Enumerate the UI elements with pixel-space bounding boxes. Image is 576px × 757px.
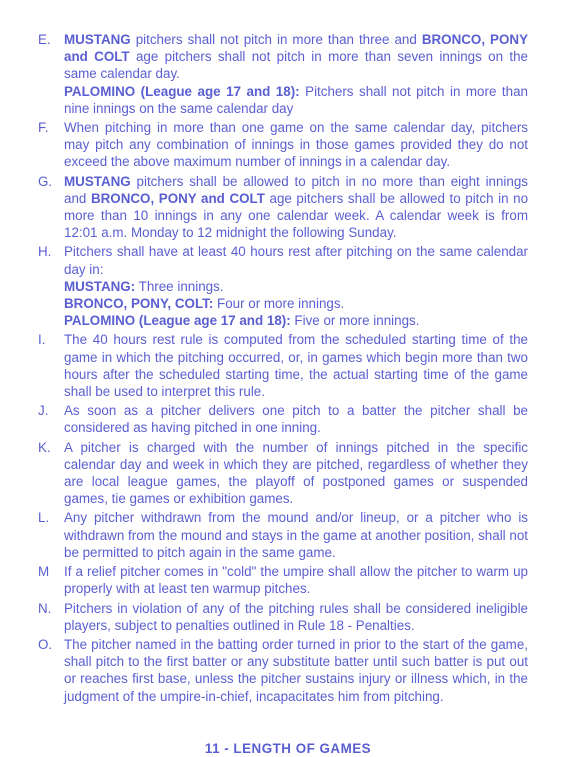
- rule-letter: G.: [38, 173, 53, 189]
- rule-text: Pitchers in violation of any of the pitching rules shall be considered ineligible players, subject to penalties outlined in Rule 18 - Penalties.: [64, 600, 528, 633]
- rule-body: [64, 439, 528, 508]
- rule-paragraph: [64, 636, 528, 705]
- rule-text: If a relief pitcher comes in "cold" the umpire shall allow the pitcher to warm up properly with at least ten warmup pitches.: [64, 564, 528, 597]
- rule-text: When pitching in more than one game on the same calendar day, pitchers may pitch any combination of innings in those games provided they do not exceed the above maximum number of innings in a calendar day.: [64, 120, 528, 170]
- rule-paragraph: [64, 312, 528, 329]
- rule-letter: E.: [38, 32, 51, 47]
- pitching-rules-list: [38, 31, 528, 705]
- rule-item: [38, 563, 528, 597]
- rule-letter: I.: [38, 332, 46, 348]
- rule-body: [64, 119, 528, 171]
- rule-item: [38, 600, 528, 634]
- rule-item: [38, 119, 528, 171]
- rule-emphasis: MUSTANG:: [64, 278, 136, 294]
- rule-letter: O.: [38, 636, 53, 652]
- rule-item: [38, 173, 528, 242]
- rule-emphasis: BRONCO, PONY and COLT: [64, 32, 529, 65]
- rule-emphasis: BRONCO, PONY and COLT: [90, 190, 265, 206]
- rule-text: A pitcher is charged with the number of innings pitched in the specific calendar day and week in which they are pitched, regardless of whether they are local league games, the playoff of postponed games or suspended games, tie games or exhibition games.: [64, 439, 528, 507]
- rule-text: As soon as a pitcher delivers one pitch to a batter the pitcher shall be considered as having pitched in one inning.: [64, 403, 528, 436]
- rule-text: Five or more innings.: [290, 313, 420, 329]
- rule-paragraph: [64, 278, 528, 295]
- rule-body: [64, 636, 528, 705]
- rule-item: [38, 439, 528, 508]
- rule-text: age pitchers shall not pitch in more than seven innings on the same calendar day.: [64, 49, 529, 82]
- rule-letter: L.: [38, 510, 50, 526]
- rule-text: Any pitcher withdrawn from the mound and/or lineup, or a pitcher who is withdrawn from the mound and stays in the game at another position, shall not be permitted to pitch again in the same game.: [64, 510, 528, 560]
- rule-item: [38, 243, 528, 329]
- rule-emphasis: MUSTANG: [64, 173, 131, 189]
- rule-paragraph: [64, 31, 528, 83]
- rule-body: [64, 600, 528, 634]
- rule-body: [64, 243, 528, 329]
- rule-body: [64, 331, 528, 400]
- rule-emphasis: MUSTANG: [64, 32, 131, 47]
- rule-paragraph: [64, 509, 528, 561]
- rule-text: age pitchers shall be allowed to pitch in no more than 10 innings in any one calendar week. A calendar week is from 12:01 a.m. Monday to 12 midnight the following Sunday.: [64, 190, 529, 241]
- rule-letter: M: [38, 564, 50, 580]
- rule-paragraph: [64, 173, 528, 242]
- rule-text: pitchers shall not pitch in more than three and: [130, 32, 422, 47]
- rule-emphasis: PALOMINO (League age 17 and 18):: [64, 83, 300, 99]
- rule-letter: H.: [38, 244, 52, 260]
- rule-text: Pitchers shall have at least 40 hours rest after pitching on the same calendar day in:: [64, 244, 528, 277]
- rule-text: Pitchers shall not pitch in more than nine innings on the same calendar day: [64, 83, 528, 116]
- rule-paragraph: [64, 600, 528, 634]
- rule-paragraph: [64, 243, 528, 277]
- rule-emphasis: BRONCO, PONY, COLT:: [64, 296, 214, 312]
- rule-paragraph: [64, 439, 528, 508]
- rule-item: [38, 31, 528, 117]
- rule-body: [64, 402, 528, 436]
- rule-paragraph: [64, 119, 528, 171]
- rule-item: [38, 331, 528, 400]
- rule-paragraph: [64, 83, 528, 117]
- rule-paragraph: [64, 331, 528, 400]
- section-heading-length-of-games: 11 - LENGTH OF GAMES: [204, 741, 372, 756]
- rule-paragraph: [64, 563, 528, 597]
- rule-letter: J.: [38, 403, 49, 419]
- rule-item: [38, 636, 528, 705]
- rule-item: [38, 509, 528, 561]
- rule-letter: F.: [38, 120, 49, 136]
- rule-letter: N.: [38, 600, 52, 616]
- rule-body: [64, 563, 528, 597]
- rule-text: Four or more innings.: [213, 296, 345, 312]
- rule-text: The 40 hours rest rule is computed from the scheduled starting time of the game in which the pitching occurred, or, in games which begin more than two hours after the scheduled starting time, the actual starting time of the game shall be used to interpret this rule.: [64, 332, 528, 400]
- rule-paragraph: [64, 402, 528, 436]
- rule-emphasis: PALOMINO (League age 17 and 18):: [64, 313, 291, 329]
- rule-paragraph: [64, 295, 528, 312]
- rule-item: [38, 402, 528, 436]
- rule-text: pitchers shall be allowed to pitch in no more than eight innings and: [64, 173, 528, 206]
- rule-text: Three innings.: [135, 278, 224, 294]
- rule-body: [64, 509, 528, 561]
- rule-text: The pitcher named in the batting order turned in prior to the start of the game, shall pitch to the first batter or any substitute batter until such batter is put out or reaches first base, unless the pitcher sustains injury or illness which, in the judgment of the umpire-in-chief, incapacitates him from pitching.: [64, 636, 528, 704]
- rule-letter: K.: [38, 439, 51, 455]
- rule-body: [64, 31, 528, 117]
- rule-body: [64, 173, 528, 242]
